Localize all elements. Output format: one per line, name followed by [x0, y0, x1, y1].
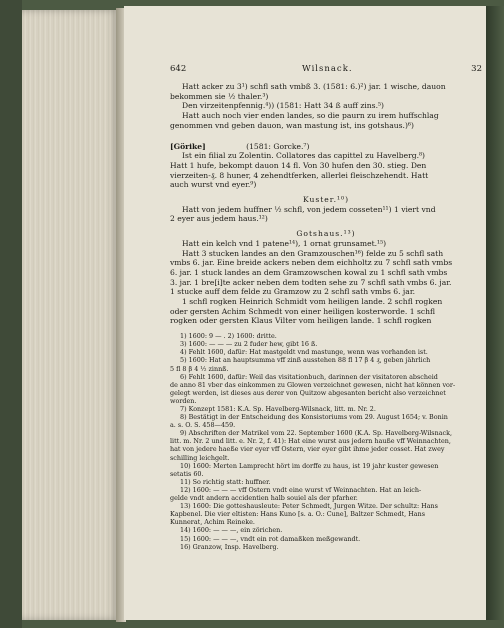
footnote-line: worden.	[170, 396, 197, 405]
book-page	[124, 6, 486, 620]
text-line: Ist ein filial zu Zolentin. Collatores das capittel zu Havelberg.⁸)	[182, 151, 426, 161]
footnote-line: de anno 81 vber das einkommen zu Glowen verzeichnet gewesen, nicht hat können vor-	[170, 380, 456, 389]
footnote-line: 5 fl 8 β 4 ½ zinnß.	[170, 364, 229, 373]
page-body	[170, 82, 482, 551]
footnote-line: 11) So richtig statt: huffner.	[180, 477, 271, 486]
footnote-line: hat von jedere haeße vier eyer vff Ostern, vier eyer gibt ihme jeder cosset. Hat zwey	[170, 445, 445, 454]
text-line: oder gersten Achim Schmedt von einer heiligen kosterworde. 1 schfl	[170, 306, 436, 316]
footnote-line: 14) 1600: — — —, ein zörichen.	[180, 526, 283, 535]
page-number: 642	[170, 64, 187, 74]
subheading-kuster: Kuster.¹⁰)	[302, 195, 350, 205]
section-title: (1581: Gorcke.⁷)	[246, 141, 310, 151]
text-line: Hatt von jedem huffner ½ schfl, von jedem cosseten¹¹) 1 viert vnd	[182, 204, 436, 214]
subheading-gotshaus: Gotshaus.¹³)	[296, 229, 356, 239]
footnote-line: gelde vndt andern accidentien halb souiel als der pfarher.	[170, 494, 358, 503]
text-line: Hatt acker zu 3¹) schfl sath vmbß 3. (1581: 6.)²) jar. 1 wische, dauon	[182, 82, 446, 91]
text-line: 3. jar. 1 bre[i]te acker neben dem todten sehe zu 7 schfl sath vmbs 6. jar.	[170, 277, 452, 287]
book-edge-shadow	[0, 0, 22, 628]
footnote-line: a. s. O. S. 458—459.	[170, 421, 236, 430]
footnote-line: Kunnerat, Achim Reineke.	[170, 518, 255, 527]
footnote-line: 8) Bestätigt in der Entscheidung des Konsistoriums vom 29. August 1654; v. Bonin	[180, 413, 448, 422]
footnote-line: schilling leichgelt.	[170, 453, 230, 462]
text-line: Hatt 1 hufe, bekompt dauon 14 fl. Von 30 hufen den 30. stieg. Den	[170, 160, 427, 170]
paragraph-mark: 32	[471, 64, 482, 74]
text-line: bekommen sie ½ thaler.³)	[170, 91, 269, 101]
text-line: vierzeiten-₰. 8 huner, 4 zehendtferken, allerlei fleischzehendt. Hatt	[170, 170, 429, 180]
text-line: rogken oder gersten Klaus Vilter vom heiligen lande. 1 schfl rogken	[170, 316, 432, 326]
footnote-line: 5) 1600: Hat an hauptsumma vff zinß ausstehen 88 fl 17 β 4 ₰, geben jährlich	[180, 356, 431, 365]
text-line: Hatt 3 stucken landes an den Gramzouschen¹⁶) felde zu 5 schfl sath	[182, 248, 444, 258]
footnote-line: 6) Fehlt 1600, dafür: Weil das visitationbuch, darinnen der visitatoren abscheid	[180, 372, 438, 381]
footnote-line: 9) Abschriften der Matrikel vom 22. September 1600 (K.A. Sp. Havelberg-Wilsnack,	[180, 429, 452, 438]
footnotes	[170, 332, 482, 551]
footnote-line: 3) 1600: — — — zu 2 fuder hew, gibt 16 ß.	[180, 340, 318, 349]
footnote-line: 15) 1600: — — —, vndt ein rot damaßken meßgewandt.	[180, 534, 361, 543]
footnote-line: Kapbenel. Die vier eltisten: Hans Kuno [s. a. O.: Cune], Baltzer Schmedt, Hans	[170, 510, 425, 519]
section-label: [Görike]	[170, 141, 206, 151]
text-line: 2 eyer aus jedem haus.¹²)	[170, 214, 268, 224]
footnote-line: 1) 1600: 9 — . 2) 1600: dritte.	[180, 332, 277, 341]
section-heading	[170, 142, 482, 152]
page-stack	[22, 10, 120, 620]
footnote-line: 4) Fehlt 1600, dafür: Hat mastgeldt vnd mastunge, wenn was vorhanden ist.	[180, 348, 428, 357]
text-line: genommen vnd geben dauon, wan mastung ist, ins gotshaus.)⁶)	[170, 120, 414, 130]
running-title: Wilsnack.	[302, 64, 353, 74]
text-line: 1 stucke auff dem felde zu Gramzow zu 2 schfl sath vmbs 6. jar.	[170, 287, 416, 297]
text-line: vmbs 6. jar. Eine breide ackers neben dem eichholtz zu 7 schfl sath vmbs	[170, 258, 453, 268]
footnote-line: litt. m. Nr. 2 und litt. e. Nr. 2, f. 41): Hat eine wurst aus jedern hauße vff Weinnachten,	[170, 437, 451, 446]
text-line: 6. jar. 1 stuck landes an dem Gramzowschen kowal zu 1 schfl sath vmbs	[170, 267, 448, 277]
footnote-line: gelegt werden, ist dieses aus derer von Quitzow abgesanten bericht also verzeichnet	[170, 388, 446, 397]
text-line: 1 schfl rogken Heinrich Schmidt vom heiligen lande. 2 schfl rogken	[182, 297, 443, 307]
text-line: Hatt ein kelch vnd 1 patene¹⁴), 1 ornat grunsamet.¹⁵)	[182, 238, 387, 248]
footnote-line: 12) 1600: — — — vff Ostern vndt eine wurst vf Weinnachten. Hat an leich-	[180, 485, 422, 494]
text-line: auch wurst vnd eyer.⁹)	[170, 180, 257, 190]
footnote-line: 7) Konzept 1581: K.A. Sp. Havelberg-Wilsnack, litt. m. Nr. 2.	[180, 405, 376, 414]
page-header	[170, 65, 482, 77]
text-line: Hatt auch noch vier enden landes, so die paurn zu irem huffschlag	[182, 111, 439, 121]
book-right-edge	[486, 6, 504, 620]
text-line: Den virzeitenpfennig.⁴)) (1581: Hatt 34 ß auff zins.⁵)	[182, 101, 384, 111]
footnote-line: 13) 1600: Die gotteshausleute: Peter Schmedt, Jurgen Witze. Der schultz: Hans	[180, 502, 438, 511]
footnote-line: setatis 60.	[170, 469, 204, 478]
footnote-line: 10) 1600: Merten Lamprecht hört im dorffe zu haus, ist 19 jahr kuster gewesen	[180, 461, 439, 470]
footnote-line: 16) Granzow, Insp. Havelberg.	[180, 542, 279, 551]
